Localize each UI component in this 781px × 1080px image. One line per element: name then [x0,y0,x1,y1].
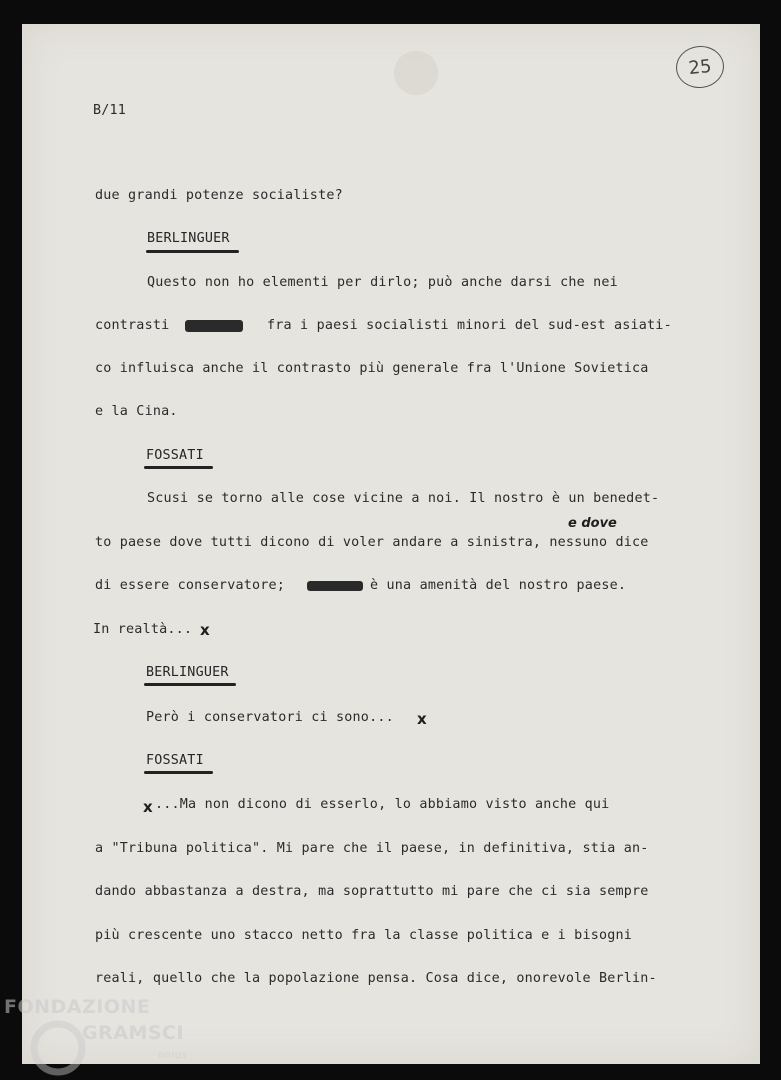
text-line: di essere conservatore; [95,578,286,593]
text-line: e la Cina. [95,404,178,419]
text-line: Però i conservatori ci sono... [146,710,394,725]
text-line: è una amenità del nostro paese. [370,578,627,593]
speaker-heading: BERLINGUER [147,231,230,246]
handwritten-x-mark: x [200,621,210,639]
text-line: dando abbastanza a destra, ma soprattutto mi pare che ci sia sempre [95,884,649,899]
speaker-underline [146,250,239,253]
text-line: più crescente uno stacco netto fra la classe politica e i bisogni [95,928,633,943]
text-line: contrasti [95,318,170,333]
document-reference: B/11 [93,103,127,118]
speaker-underline [144,466,213,469]
speaker-heading: BERLINGUER [146,665,229,680]
text-line: to paese dove tutti dicono di voler andare a sinistra, nessuno dice [95,535,649,550]
ghost-show-through: ● [382,34,450,102]
page-number: 25 [687,55,713,79]
text-line: due grandi potenze socialiste? [95,188,343,203]
text-line: In realtà... [93,622,193,637]
text-line: reali, quello che la popolazione pensa. Cosa dice, onorevole Berlin- [95,971,657,986]
watermark-line2: GRAMSCI [82,1022,185,1044]
speaker-underline [144,683,236,686]
text-line: ...Ma non dicono di esserlo, lo abbiamo visto anche qui [155,797,610,812]
watermark-line1: FONDAZIONE [4,996,151,1018]
speaker-heading: FOSSATI [146,448,204,463]
text-line: a "Tribuna politica". Mi pare che il paese, in definitiva, stia an- [95,841,649,856]
fondazione-gramsci-logo [0,990,200,1080]
text-line: co influisca anche il contrasto più generale fra l'Unione Sovietica [95,361,649,376]
handwritten-x-mark: x [417,710,427,728]
text-line: Scusi se torno alle cose vicine a noi. Il nostro è un benedet- [147,491,660,506]
page-number-circle [674,44,726,91]
handwritten-x-mark: x [143,798,153,816]
redaction-mark [307,581,363,591]
speaker-underline [144,771,213,774]
text-line: Questo non ho elementi per dirlo; può anche darsi che nei [147,275,618,290]
redaction-mark [185,320,243,332]
text-line: fra i paesi socialisti minori del sud-est asiati- [267,318,672,333]
handwritten-insertion: e dove [568,516,617,531]
document-page [22,24,760,1064]
watermark-line3: onlus [158,1050,188,1061]
speaker-heading: FOSSATI [146,753,204,768]
